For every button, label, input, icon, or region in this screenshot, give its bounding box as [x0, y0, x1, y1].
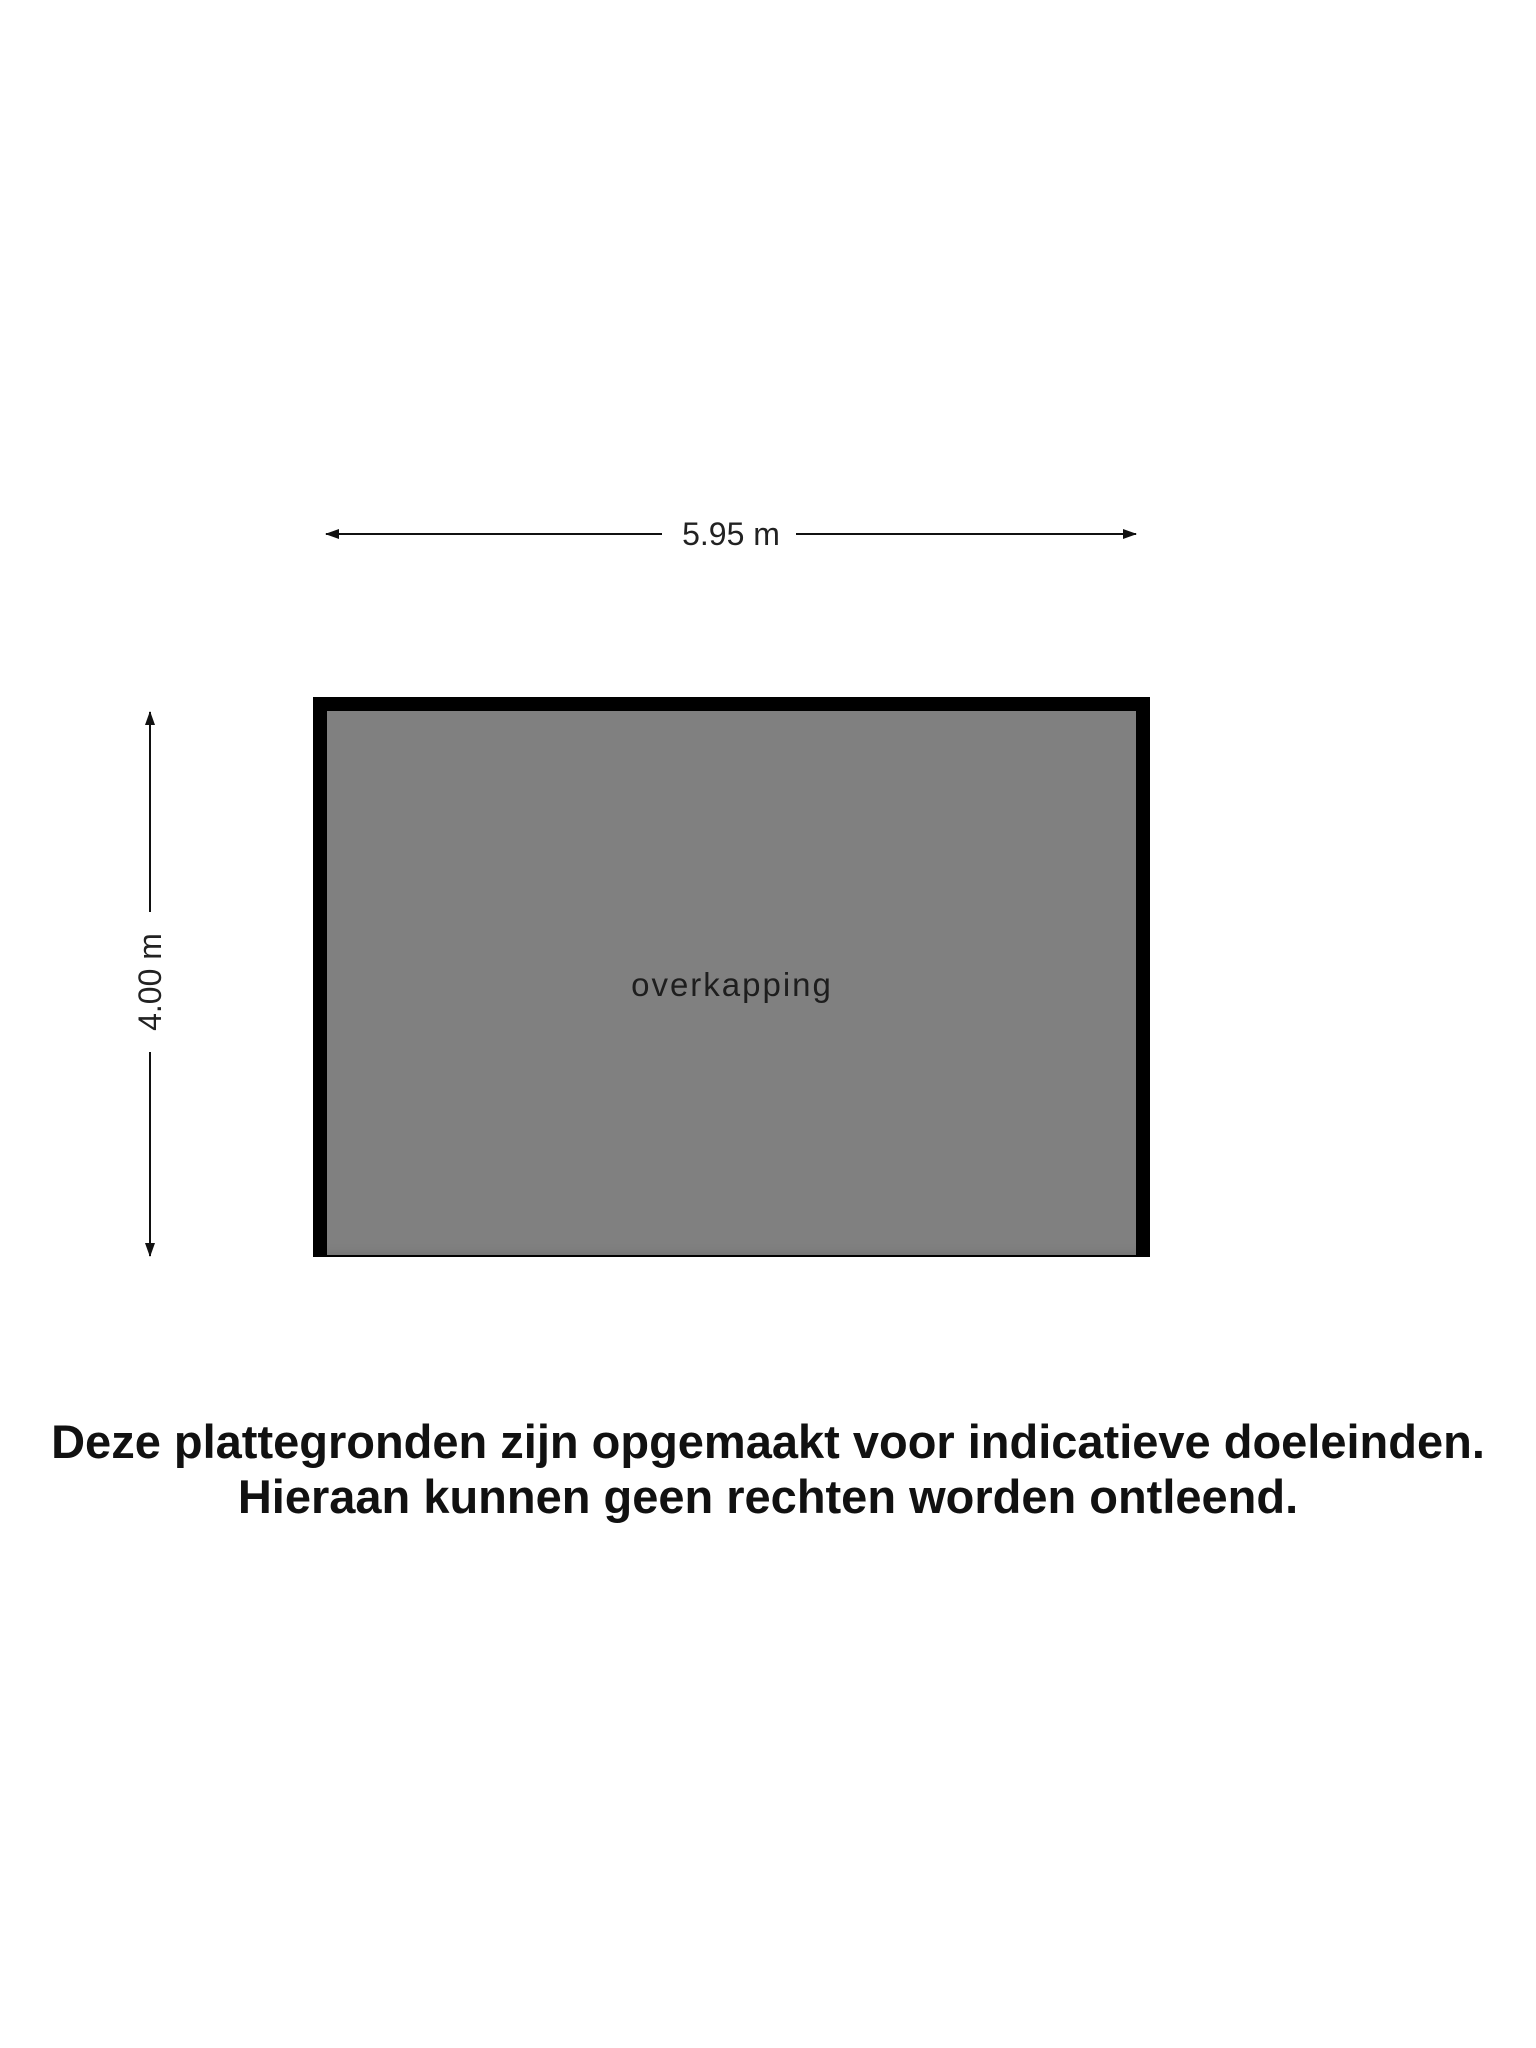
- depth-dimension-label: 4.00 m: [132, 933, 168, 1031]
- room-overkapping: [313, 697, 1150, 1257]
- wall-top: [313, 697, 1150, 711]
- width-dimension-label: 5.95 m: [682, 516, 780, 552]
- wall-left: [313, 697, 327, 1257]
- wall-right: [1136, 697, 1150, 1257]
- width-dimension: [326, 516, 1136, 552]
- disclaimer: [0, 1414, 1536, 1524]
- disclaimer-line-2: Hieraan kunnen geen rechten worden ontleend.: [237, 1470, 1299, 1523]
- disclaimer-line-1: Deze plattegronden zijn opgemaakt voor indicatieve doeleinden.: [51, 1415, 1485, 1468]
- room-label: overkapping: [631, 966, 833, 1003]
- depth-dimension: [132, 712, 168, 1256]
